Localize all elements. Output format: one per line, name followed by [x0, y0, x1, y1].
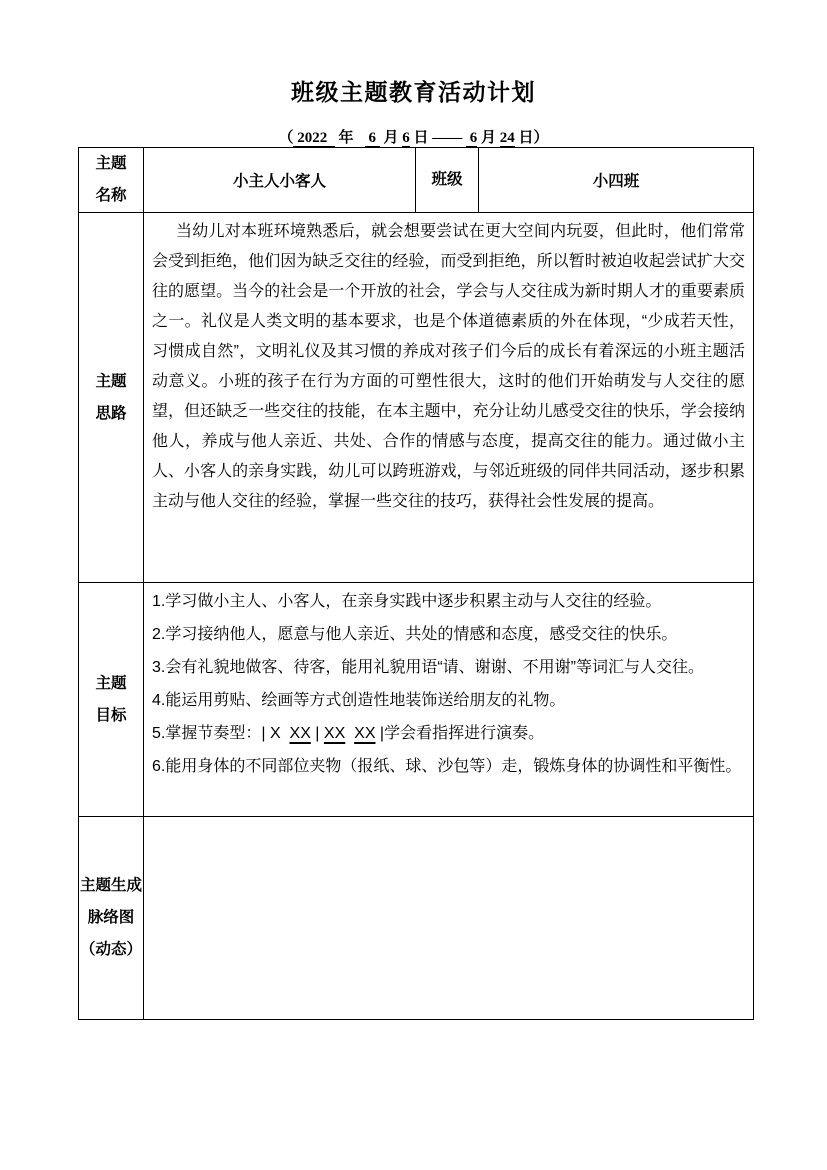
theme-name-label [79, 148, 144, 213]
date-end-day-unit: 日 [514, 130, 534, 146]
theme-name-value: 小主人小客人 [144, 148, 416, 213]
page-title: 班级主题教育活动计划 [291, 80, 536, 105]
theme-map-content [144, 817, 754, 1020]
date-year-value: 2022 [293, 130, 335, 146]
goal-item-5 [152, 717, 745, 750]
date-line [0, 126, 827, 147]
date-open-paren: （ [278, 130, 294, 146]
date-end-month-unit: 月 [477, 130, 500, 146]
date-range-dash: —— [432, 130, 466, 146]
rhythm-beat-3: XX [354, 725, 376, 742]
theme-map-row [79, 817, 754, 1020]
rhythm-prefix: 5.掌握节奏型：| X [152, 725, 290, 742]
theme-goals-label [79, 583, 144, 817]
plan-table [78, 147, 754, 1020]
theme-idea-paragraph: 当幼儿对本班环境熟悉后，就会想要尝试在更大空间内玩耍，但此时，他们常常会受到拒绝，他们因为缺乏交往的经验，而受到拒绝，所以暂时被迫收起尝试扩大交往的愿望。当今的社会是一个开放的社会，学会与人交往成为新时期人才的重要素质之一。礼仪是人类文明的基本要求，也是个体道德素质的外在体现，“少成若天性，习惯成自然”，文明礼仪及其习惯的养成对孩子们今后的成长有着深远的小班主题活动意义。小班的孩子在行为方面的可塑性很大，这时的他们开始萌发与人交往的愿望，但还缺乏一些交往的技能，在本主题中，充分让幼儿感受交往的快乐，学会接纳他人，养成与他人亲近、共处、合作的情感与态度，提高交往的能力。通过做小主人、小客人的亲身实践，幼儿可以跨班游戏，与邻近班级的同伴共同活动，逐步积累主动与他人交往的经验，掌握一些交往的技巧，获得社会性发展的提高。 [152, 223, 745, 510]
theme-map-label-line3: （动态） [79, 941, 142, 958]
theme-idea-content [144, 213, 754, 583]
rhythm-beat-2: XX [323, 725, 346, 742]
class-value: 小四班 [479, 148, 754, 213]
date-start-day-unit: 日 [409, 130, 433, 146]
theme-name-label-line1: 主题 [95, 155, 127, 172]
rhythm-suffix: |学会看指挥进行演奏。 [375, 725, 545, 742]
theme-goals-label-line2: 目标 [95, 706, 127, 724]
goal-item-1: 1.学习做小主人、小客人，在亲身实践中逐步积累主动与人交往的经验。 [152, 593, 662, 610]
header-row [79, 148, 754, 213]
theme-name-label-line2: 名称 [95, 187, 127, 204]
date-close-paren: ） [533, 130, 549, 146]
goal-item-3: 3.会有礼貌地做客、待客，能用礼貌用语“请、谢谢、不用谢”等词汇与人交往。 [152, 659, 705, 676]
theme-map-label-line1: 主题生成 [79, 877, 142, 894]
date-end-month-value: 6 [466, 130, 478, 146]
rhythm-sep-1: | [310, 725, 324, 742]
goal-item-2: 2.学习接纳他人，愿意与他人亲近、共处的情感和态度，感受交往的快乐。 [152, 626, 678, 643]
goal-item-4: 4.能运用剪贴、绘画等方式创造性地装饰送给朋友的礼物。 [152, 692, 566, 709]
theme-idea-label [79, 213, 144, 583]
goal-item-6: 6.能用身体的不同部位夹物（报纸、球、沙包等）走，锻炼身体的协调性和平衡性。 [152, 758, 742, 775]
date-start-month-unit: 月 [379, 130, 403, 146]
rhythm-beat-1: XX [289, 725, 311, 742]
theme-goals-label-line1: 主题 [95, 674, 127, 692]
theme-map-label [79, 817, 144, 1020]
theme-map-label-line2: 脉络图 [87, 909, 135, 926]
theme-idea-row [79, 213, 754, 583]
theme-goals-content [144, 583, 754, 817]
theme-idea-label-line1: 主题 [95, 372, 127, 390]
theme-idea-label-line2: 思路 [95, 404, 127, 422]
date-start-day-value: 6 [402, 130, 410, 146]
date-start-month-value: 6 [364, 130, 380, 146]
date-year-unit: 年 [334, 130, 365, 146]
rhythm-sep-2 [345, 725, 354, 742]
class-label: 班级 [416, 148, 479, 213]
theme-goals-row [79, 583, 754, 817]
date-end-day-value: 24 [499, 130, 515, 146]
